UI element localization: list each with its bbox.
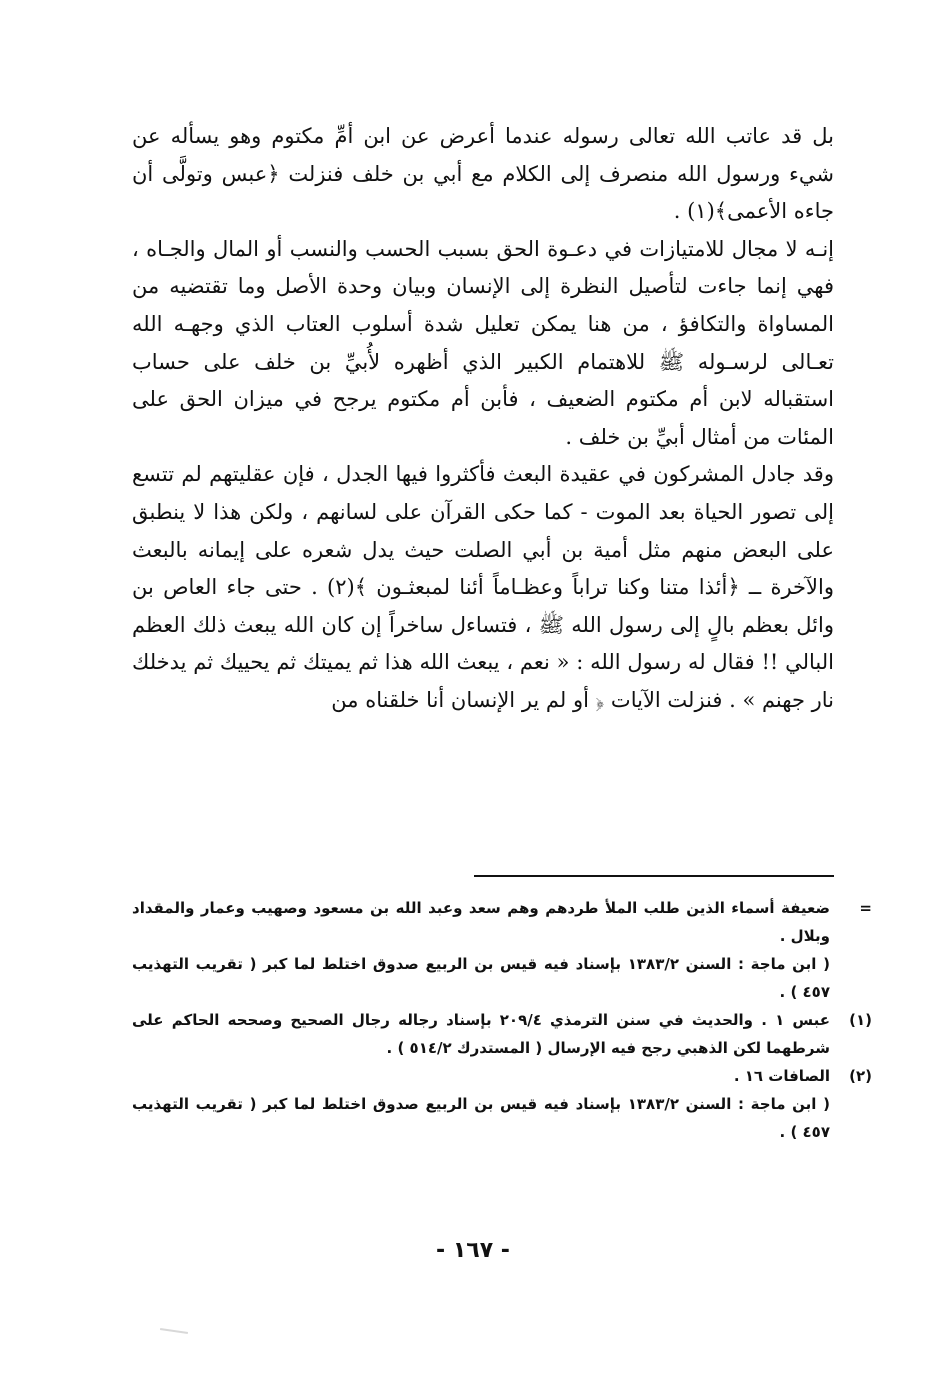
footnote-text: ضعيفة أسماء الذين طلب الملأ طردهم وهم سعد وعبد الله بن مسعود وصهيب وعمار والمقداد وبلال . bbox=[132, 899, 830, 945]
paragraph-2: إنـه لا مجال للامتيازات في دعـوة الحق بسبب الحسب والنسب أو المال والجـاه ، فهي إنما جاءت لتأصيل النظرة إلى الإنسان وبيان وحدة الأصل وما تقتضيه من المساواة والتكافؤ ، من هنا يمكن تعليل شدة أسلوب العتاب الذي وجهـه الله تعـالى لرسـوله ﷺ للاهتمام الكبير الذي أظهره لأُبيِّ بن خلف على حساب استقباله لابن أم مكتوم الضعيف ، فأبن أم مكتوم يرجح في ميزان الحق على المئات من أمثال أبيِّ بن خلف . bbox=[132, 236, 834, 449]
footnotes bbox=[132, 894, 872, 1146]
footnote-continuation bbox=[132, 894, 872, 950]
scan-mark bbox=[160, 1328, 188, 1334]
footnote-marker: (٢) bbox=[849, 1067, 872, 1085]
footnote-2-source bbox=[132, 1090, 872, 1146]
page-number: - ١٦٧ - bbox=[436, 1238, 510, 1263]
footnote-marker: (١) bbox=[849, 1011, 872, 1029]
footnote-1 bbox=[132, 1006, 872, 1062]
paragraph-1: بل قد عاتب الله تعالى رسوله عندما أعرض عن ابن أمِّ مكتوم وهو يسأله عن شيء ورسول الله منصرف إلى الكلام مع أبي بن خلف فنزلت ﴿عبس وتولَّى أن جاءه الأعمى﴾(١) . bbox=[132, 124, 834, 224]
footnote-2 bbox=[132, 1062, 872, 1090]
main-text bbox=[132, 118, 834, 720]
footnote-text: عبس ١ . والحديث في سنن الترمذي ٢٠٩/٤ بإسناد رجاله رجال الصحيح وصححه الحاكم على شرطهما لكن الذهبي رجح فيه الإرسال ( المستدرك ٥١٤/٢ ) . bbox=[132, 1011, 830, 1057]
paragraph-3: وقد جادل المشركون في عقيدة البعث فأكثروا فيها الجدل ، فإن عقليتهم لم تتسع إلى تصور الحياة بعد الموت - كما حكى القرآن على لسانهم ، ولكن هذا لا ينطبق على البعض منهم مثل أمية بن أبي الصلت حيث يدل شعره على إيمانه بالبعث والآخرة ــ ﴿أئذا متنا وكنا تراباً وعظـاماً أئنا لمبعثـون ﴾(٢) . حتى جاء العاص بن وائل بعظم بالٍ إلى رسول الله ﷺ ، فتساءل ساخراً إن كان الله يبعث ذلك العظم البالي !! فقال له رسول الله : « نعم ، يبعث الله هذا ثم يميتك ثم يحييك ثم يدخلك نار جهنم » . فنزلت الآيات ﴿ أو لم ير الإنسان أنا خلقناه من bbox=[132, 462, 834, 712]
footnote-marker: = bbox=[859, 899, 872, 917]
footnote-text: ( ابن ماجة : السنن ١٣٨٣/٢ بإسناد فيه قيس بن الربيع صدوق اختلط لما كبر ( تقريب التهذيب ٤٥٧ ) . bbox=[132, 1095, 830, 1141]
footnote-separator bbox=[474, 875, 834, 877]
footnote-text: الصافات ١٦ . bbox=[733, 1067, 830, 1085]
footnote-source bbox=[132, 950, 872, 1006]
footnote-text: ( ابن ماجة : السنن ١٣٨٣/٢ بإسناد فيه قيس بن الربيع صدوق اختلط لما كبر ( تقريب التهذيب ٤٥٧ ) . bbox=[132, 955, 830, 1001]
